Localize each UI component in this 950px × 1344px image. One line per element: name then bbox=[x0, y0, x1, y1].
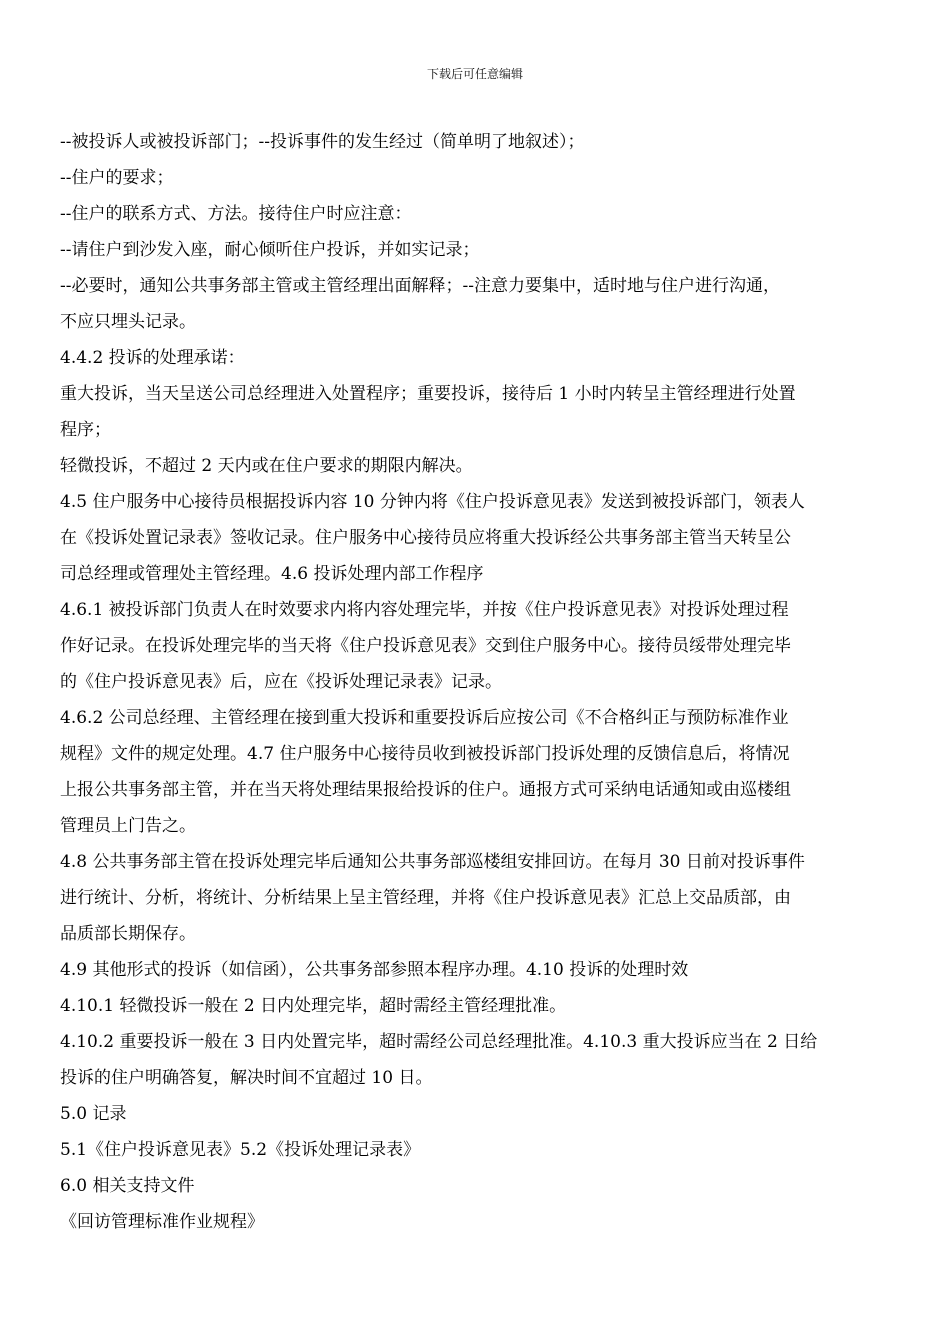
text-line: 重大投诉，当天呈送公司总经理进入处置程序；重要投诉，接待后 1 小时内转呈主管经理进行处置 bbox=[60, 384, 796, 404]
text-line: 在《投诉处置记录表》签收记录。住户服务中心接待员应将重大投诉经公共事务部主管当天转呈公 bbox=[60, 528, 791, 548]
text-line: 4.5 住户服务中心接待员根据投诉内容 10 分钟内将《住户投诉意见表》发送到被投诉部门，领表人 bbox=[60, 492, 805, 512]
text-line: --必要时，通知公共事务部主管或主管经理出面解释；--注意力要集中，适时地与住户进行沟通， bbox=[60, 276, 780, 296]
section-heading: 6.0 相关支持文件 bbox=[60, 1176, 195, 1196]
text-line: 管理员上门告之。 bbox=[60, 816, 196, 836]
text-line: 轻微投诉，不超过 2 天内或在住户要求的期限内解决。 bbox=[60, 456, 473, 476]
section-heading: 5.0 记录 bbox=[60, 1104, 127, 1124]
text-line: 4.9 其他形式的投诉（如信函），公共事务部参照本程序办理。4.10 投诉的处理时效 bbox=[60, 960, 689, 980]
text-line: 进行统计、分析，将统计、分析结果上呈主管经理，并将《住户投诉意见表》汇总上交品质部，由 bbox=[60, 888, 791, 908]
text-line: 的《住户投诉意见表》后，应在《投诉处理记录表》记录。 bbox=[60, 672, 502, 692]
text-line: --住户的要求； bbox=[60, 168, 174, 188]
text-line: 品质部长期保存。 bbox=[60, 924, 196, 944]
page-header: 下载后可任意编辑 bbox=[426, 67, 523, 81]
text-line: 4.6.1 被投诉部门负责人在时效要求内将内容处理完毕，并按《住户投诉意见表》对投诉处理过程 bbox=[60, 600, 789, 620]
text-line: --住户的联系方式、方法。接待住户时应注意： bbox=[60, 204, 412, 224]
text-line: 4.10.1 轻微投诉一般在 2 日内处理完毕，超时需经主管经理批准。 bbox=[60, 996, 567, 1016]
text-line: 作好记录。在投诉处理完毕的当天将《住户投诉意见表》交到住户服务中心。接待员绥带处理完毕 bbox=[60, 636, 791, 656]
text-line: 4.6.2 公司总经理、主管经理在接到重大投诉和重要投诉后应按公司《不合格纠正与预防标准作业 bbox=[60, 708, 789, 728]
text-line: 规程》文件的规定处理。4.7 住户服务中心接待员收到被投诉部门投诉处理的反馈信息后，将情况 bbox=[60, 744, 790, 764]
text-line: 5.1《住户投诉意见表》5.2《投诉处理记录表》 bbox=[60, 1140, 421, 1160]
text-line: --请住户到沙发入座，耐心倾听住户投诉，并如实记录； bbox=[60, 240, 480, 260]
text-line: 投诉的住户明确答复，解决时间不宜超过 10 日。 bbox=[60, 1068, 433, 1088]
text-line: 程序； bbox=[60, 420, 111, 440]
text-line: 上报公共事务部主管，并在当天将处理结果报给投诉的住户。通报方式可采纳电话通知或由巡楼组 bbox=[60, 780, 791, 800]
text-line: --被投诉人或被投诉部门；--投诉事件的发生经过（简单明了地叙述）； bbox=[60, 132, 585, 152]
document-body bbox=[60, 124, 890, 1240]
text-line: 司总经理或管理处主管经理。4.6 投诉处理内部工作程序 bbox=[60, 564, 484, 584]
section-heading: 4.4.2 投诉的处理承诺： bbox=[60, 348, 245, 368]
text-line: 不应只埋头记录。 bbox=[60, 312, 196, 332]
text-line: 《回访管理标准作业规程》 bbox=[60, 1212, 264, 1232]
text-line: 4.10.2 重要投诉一般在 3 日内处置完毕，超时需经公司总经理批准。4.10.3 重大投诉应当在 2 日给 bbox=[60, 1032, 818, 1052]
text-line: 4.8 公共事务部主管在投诉处理完毕后通知公共事务部巡楼组安排回访。在每月 30 日前对投诉事件 bbox=[60, 852, 805, 872]
